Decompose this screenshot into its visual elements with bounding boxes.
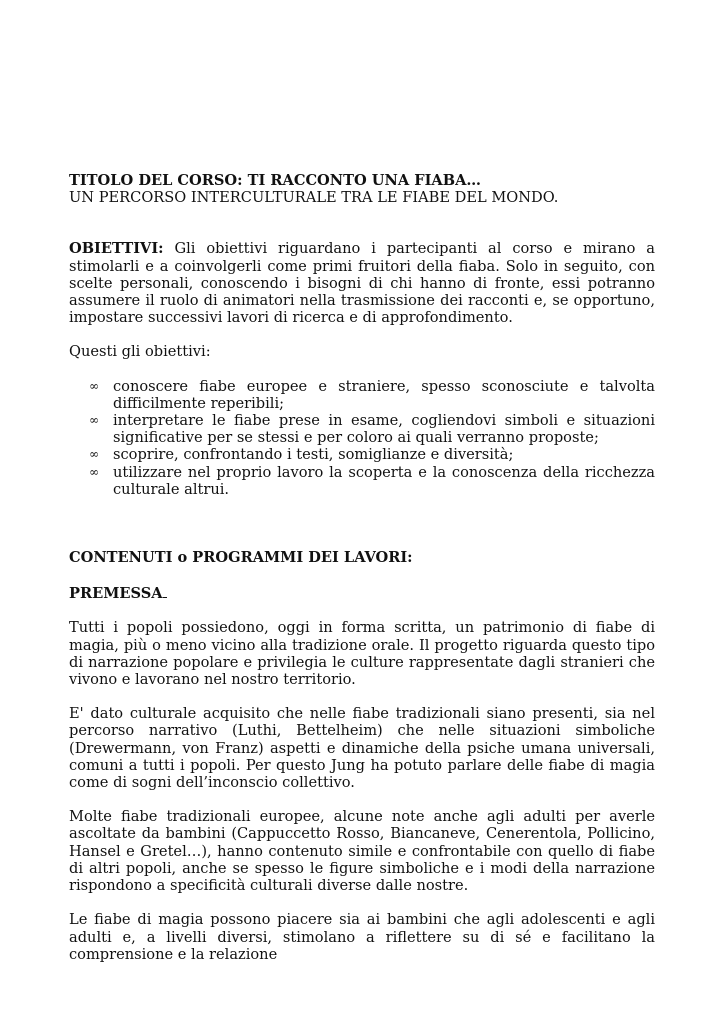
objectives-text: Gli obiettivi riguardano i partecipanti al corso e mirano a stimolarli e a coinvolgerli come primi fruitori della fiaba. Solo in seguito, con scelte personali, conoscendo i bisogni di chi hanno di fronte, essi potranno assumere il ruolo di animatori nella trasmissione dei racconti e, se opportuno, impostare successivi lavori di ricerca e di approfondimento. xyxy=(69,240,655,327)
spacer xyxy=(69,206,655,240)
infinity-bullet-icon: ∞ xyxy=(89,447,99,462)
spacer xyxy=(69,361,655,378)
list-item xyxy=(69,412,655,446)
spacer xyxy=(69,688,655,705)
underline-mark xyxy=(163,583,167,598)
spacer xyxy=(69,566,655,583)
list-item-text: interpretare le fiabe prese in esame, cogliendovi simboli e situazioni significative per se stessi e per coloro ai quali verranno proposte; xyxy=(113,412,655,447)
premessa-label: PREMESSA xyxy=(69,585,163,603)
spacer xyxy=(69,602,655,619)
list-item xyxy=(69,464,655,498)
list-item-text: utilizzare nel proprio lavoro la scoperta e la conoscenza della ricchezza culturale altrui. xyxy=(113,463,655,498)
infinity-bullet-icon: ∞ xyxy=(89,378,99,393)
infinity-bullet-icon: ∞ xyxy=(89,464,99,479)
paragraph: E' dato culturale acquisito che nelle fiabe tradizionali siano presenti, sia nel percorso narrativo (Luthi, Bettelheim) che nelle situazioni simboliche (Drewermann, von Franz) aspetti e dinamiche della psiche umana universali, comuni a tutti i popoli. Per questo Jung ha potuto parlare delle fiabe di magia come di sogni dell’inconscio collettivo. xyxy=(69,705,655,792)
premessa-heading xyxy=(69,583,655,602)
contents-heading: CONTENUTI o PROGRAMMI DEI LAVORI: xyxy=(69,549,413,567)
objectives-intro: Questi gli obiettivi: xyxy=(69,343,211,361)
list-item xyxy=(69,446,655,463)
paragraph: Molte fiabe tradizionali europee, alcune note anche agli adulti per averle ascoltate da bambini (Cappuccetto Rosso, Biancaneve, Cenerentola, Pollicino, Hansel e Gretel…), hanno contenuto simile e confrontabile con quello di fiabe di altri popoli, anche se spesso le figure simboliche e i modi della narrazione rispondono a specificità culturali diverse dalle nostre. xyxy=(69,808,655,895)
list-item-text: scoprire, confrontando i testi, somiglianze e diversità; xyxy=(113,446,514,464)
course-title: TITOLO DEL CORSO: TI RACCONTO UNA FIABA… xyxy=(69,172,481,189)
objectives-paragraph xyxy=(69,240,655,326)
document-body xyxy=(69,172,655,963)
objectives-label: OBIETTIVI: xyxy=(69,240,164,258)
spacer xyxy=(69,894,655,911)
objectives-list xyxy=(69,378,655,498)
infinity-bullet-icon: ∞ xyxy=(89,413,99,428)
spacer xyxy=(69,791,655,808)
spacer xyxy=(69,326,655,343)
list-item xyxy=(69,378,655,412)
paragraph: Le fiabe di magia possono piacere sia ai bambini che agli adolescenti e agli adulti e, a livelli diversi, stimolano a riflettere su di sé e facilitano la comprensione e la relazione xyxy=(69,911,655,963)
spacer xyxy=(69,498,655,549)
course-subtitle: UN PERCORSO INTERCULTURALE TRA LE FIABE DEL MONDO. xyxy=(69,189,559,207)
paragraph: Tutti i popoli possiedono, oggi in forma scritta, un patrimonio di fiabe di magia, più o meno vicino alla tradizione orale. Il progetto riguarda questo tipo di narrazione popolare e privilegia le culture rappresentate dagli stranieri che vivono e lavorano nel nostro territorio. xyxy=(69,619,655,689)
list-item-text: conoscere fiabe europee e straniere, spesso sconosciute e talvolta difficilmente reperibili; xyxy=(113,377,655,412)
